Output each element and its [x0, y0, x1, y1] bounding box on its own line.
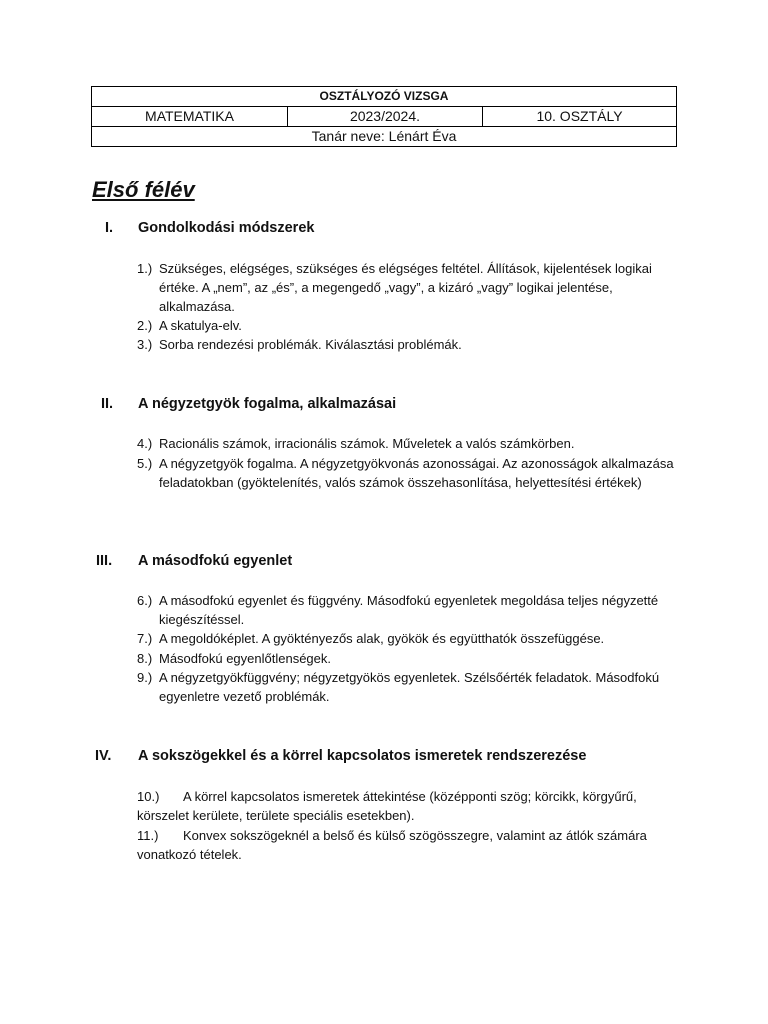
- section-title: Gondolkodási módszerek: [138, 220, 315, 236]
- list-item: [137, 454, 677, 492]
- item-number: 2.): [137, 318, 153, 333]
- section-number: III.: [96, 553, 113, 569]
- section-number: IV.: [95, 748, 112, 764]
- item-text: Másodfokú egyenlőtlenségek.: [159, 651, 332, 666]
- list-item: [137, 434, 677, 453]
- section-number: II.: [101, 396, 114, 412]
- teacher-name-cell: Tanár neve: Lénárt Éva: [92, 127, 677, 147]
- item-text: Sorba rendezési problémák. Kiválasztási problémák.: [159, 337, 462, 352]
- item-number: 5.): [137, 456, 153, 471]
- item-number: 10.): [137, 789, 160, 804]
- school-year-cell: 2023/2024.: [288, 107, 483, 127]
- item-number: 8.): [137, 651, 153, 666]
- exam-title: OSZTÁLYOZÓ VIZSGA: [92, 87, 677, 107]
- list-item: [137, 316, 677, 335]
- item-number: 6.): [137, 593, 153, 608]
- exam-header-table: [91, 86, 677, 147]
- item-number: 7.): [137, 631, 153, 646]
- semester-title: Első félév: [92, 177, 195, 202]
- item-text: A megoldóképlet. A gyöktényezős alak, gyökök és együtthatók összefüggése.: [159, 631, 605, 646]
- item-text: Racionális számok, irracionális számok. Műveletek a valós számkörben.: [159, 436, 575, 451]
- subject-cell: MATEMATIKA: [92, 107, 288, 127]
- item-text: A skatulya-elv.: [159, 318, 242, 333]
- item-text: A másodfokú egyenlet és függvény. Másodfokú egyenletek megoldása teljes négyzetté kiegészítéssel.: [159, 593, 659, 627]
- list-item: [137, 335, 677, 354]
- section-title: A másodfokú egyenlet: [138, 553, 293, 569]
- item-number: 4.): [137, 436, 153, 451]
- section-title: A négyzetgyök fogalma, alkalmazásai: [138, 396, 397, 412]
- item-text: Konvex sokszögeknél a belső és külső szögösszegre, valamint az átlók számára vonatkozó tételek.: [137, 828, 647, 862]
- section-title: A sokszögekkel és a körrel kapcsolatos ismeretek rendszerezése: [138, 748, 587, 764]
- list-item: [137, 649, 677, 668]
- item-number: 9.): [137, 670, 153, 685]
- item-number: 11.): [137, 828, 159, 843]
- list-item: [137, 787, 682, 825]
- list-item: [137, 668, 677, 706]
- section-number: I.: [105, 220, 114, 236]
- list-item: [137, 629, 677, 648]
- item-number: 3.): [137, 337, 153, 352]
- list-item: [137, 826, 682, 864]
- item-text: A körrel kapcsolatos ismeretek áttekintése (középponti szög; körcikk, körgyűrű, körszelet kerülete, területe speciális esetekben).: [137, 789, 637, 823]
- item-text: A négyzetgyök fogalma. A négyzetgyökvonás azonosságai. Az azonosságok alkalmazása feladatokban (gyöktelenítés, valós számok összehasonlítása, helyettesítési értékek): [159, 456, 674, 490]
- item-number: 1.): [137, 261, 153, 276]
- item-text: A négyzetgyökfüggvény; négyzetgyökös egyenletek. Szélsőérték feladatok. Másodfokú egyenletre vezető problémák.: [159, 670, 660, 704]
- grade-cell: 10. OSZTÁLY: [483, 107, 677, 127]
- list-item: [137, 591, 677, 629]
- item-text: Szükséges, elégséges, szükséges és elégséges feltétel. Állítások, kijelentések logikai értéke. A „nem”, az „és”, a megengedő „vagy”, a kizáró „vagy” logikai jelentése, alkalmazása.: [159, 261, 652, 314]
- list-item: [137, 259, 677, 316]
